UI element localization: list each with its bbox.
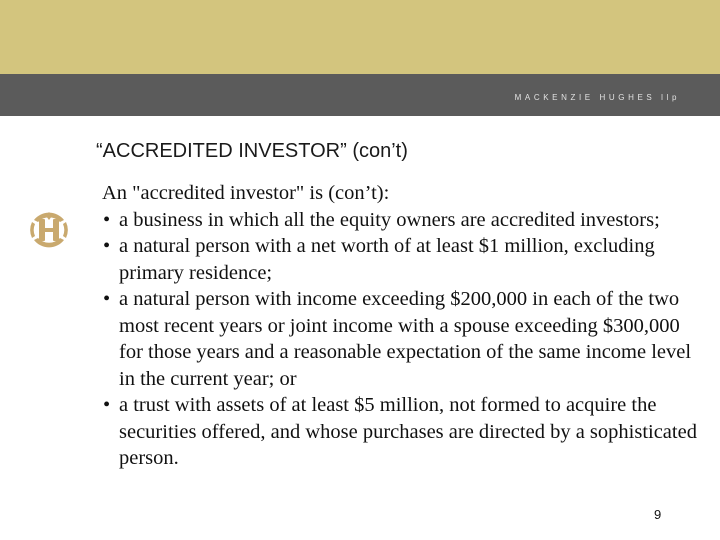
slide-body xyxy=(102,180,708,472)
list-item xyxy=(102,392,708,472)
list-item xyxy=(102,233,708,286)
bullet-text: a trust with assets of at least $5 million, not formed to acquire the securities offered, and whose purchases are directed by a sophisticated person. xyxy=(119,394,697,469)
bullet-icon: • xyxy=(103,394,111,416)
bullet-list xyxy=(102,207,708,472)
bullet-text: a business in which all the equity owners are accredited investors; xyxy=(119,208,660,231)
mh-monogram-logo-icon xyxy=(25,206,73,254)
bullet-icon: • xyxy=(103,235,111,257)
top-color-band xyxy=(0,0,720,74)
slide-title: “ACCREDITED INVESTOR” (con’t) xyxy=(96,140,408,162)
intro-text: An "accredited investor" is (con’t): xyxy=(102,182,390,204)
firm-name: MACKENZIE HUGHES llp xyxy=(514,93,680,102)
bullet-icon: • xyxy=(103,208,111,231)
bullet-text: a natural person with a net worth of at least $1 million, excluding primary residence; xyxy=(119,235,655,284)
list-item xyxy=(102,286,708,392)
bullet-text: a natural person with income exceeding $200,000 in each of the two most recent years or joint income with a spouse exceeding $300,000 for those years and a reasonable expectation of the same income level in the current year; or xyxy=(119,288,692,390)
bullet-icon: • xyxy=(103,288,111,310)
page-number: 9 xyxy=(654,507,662,522)
list-item xyxy=(102,207,708,234)
